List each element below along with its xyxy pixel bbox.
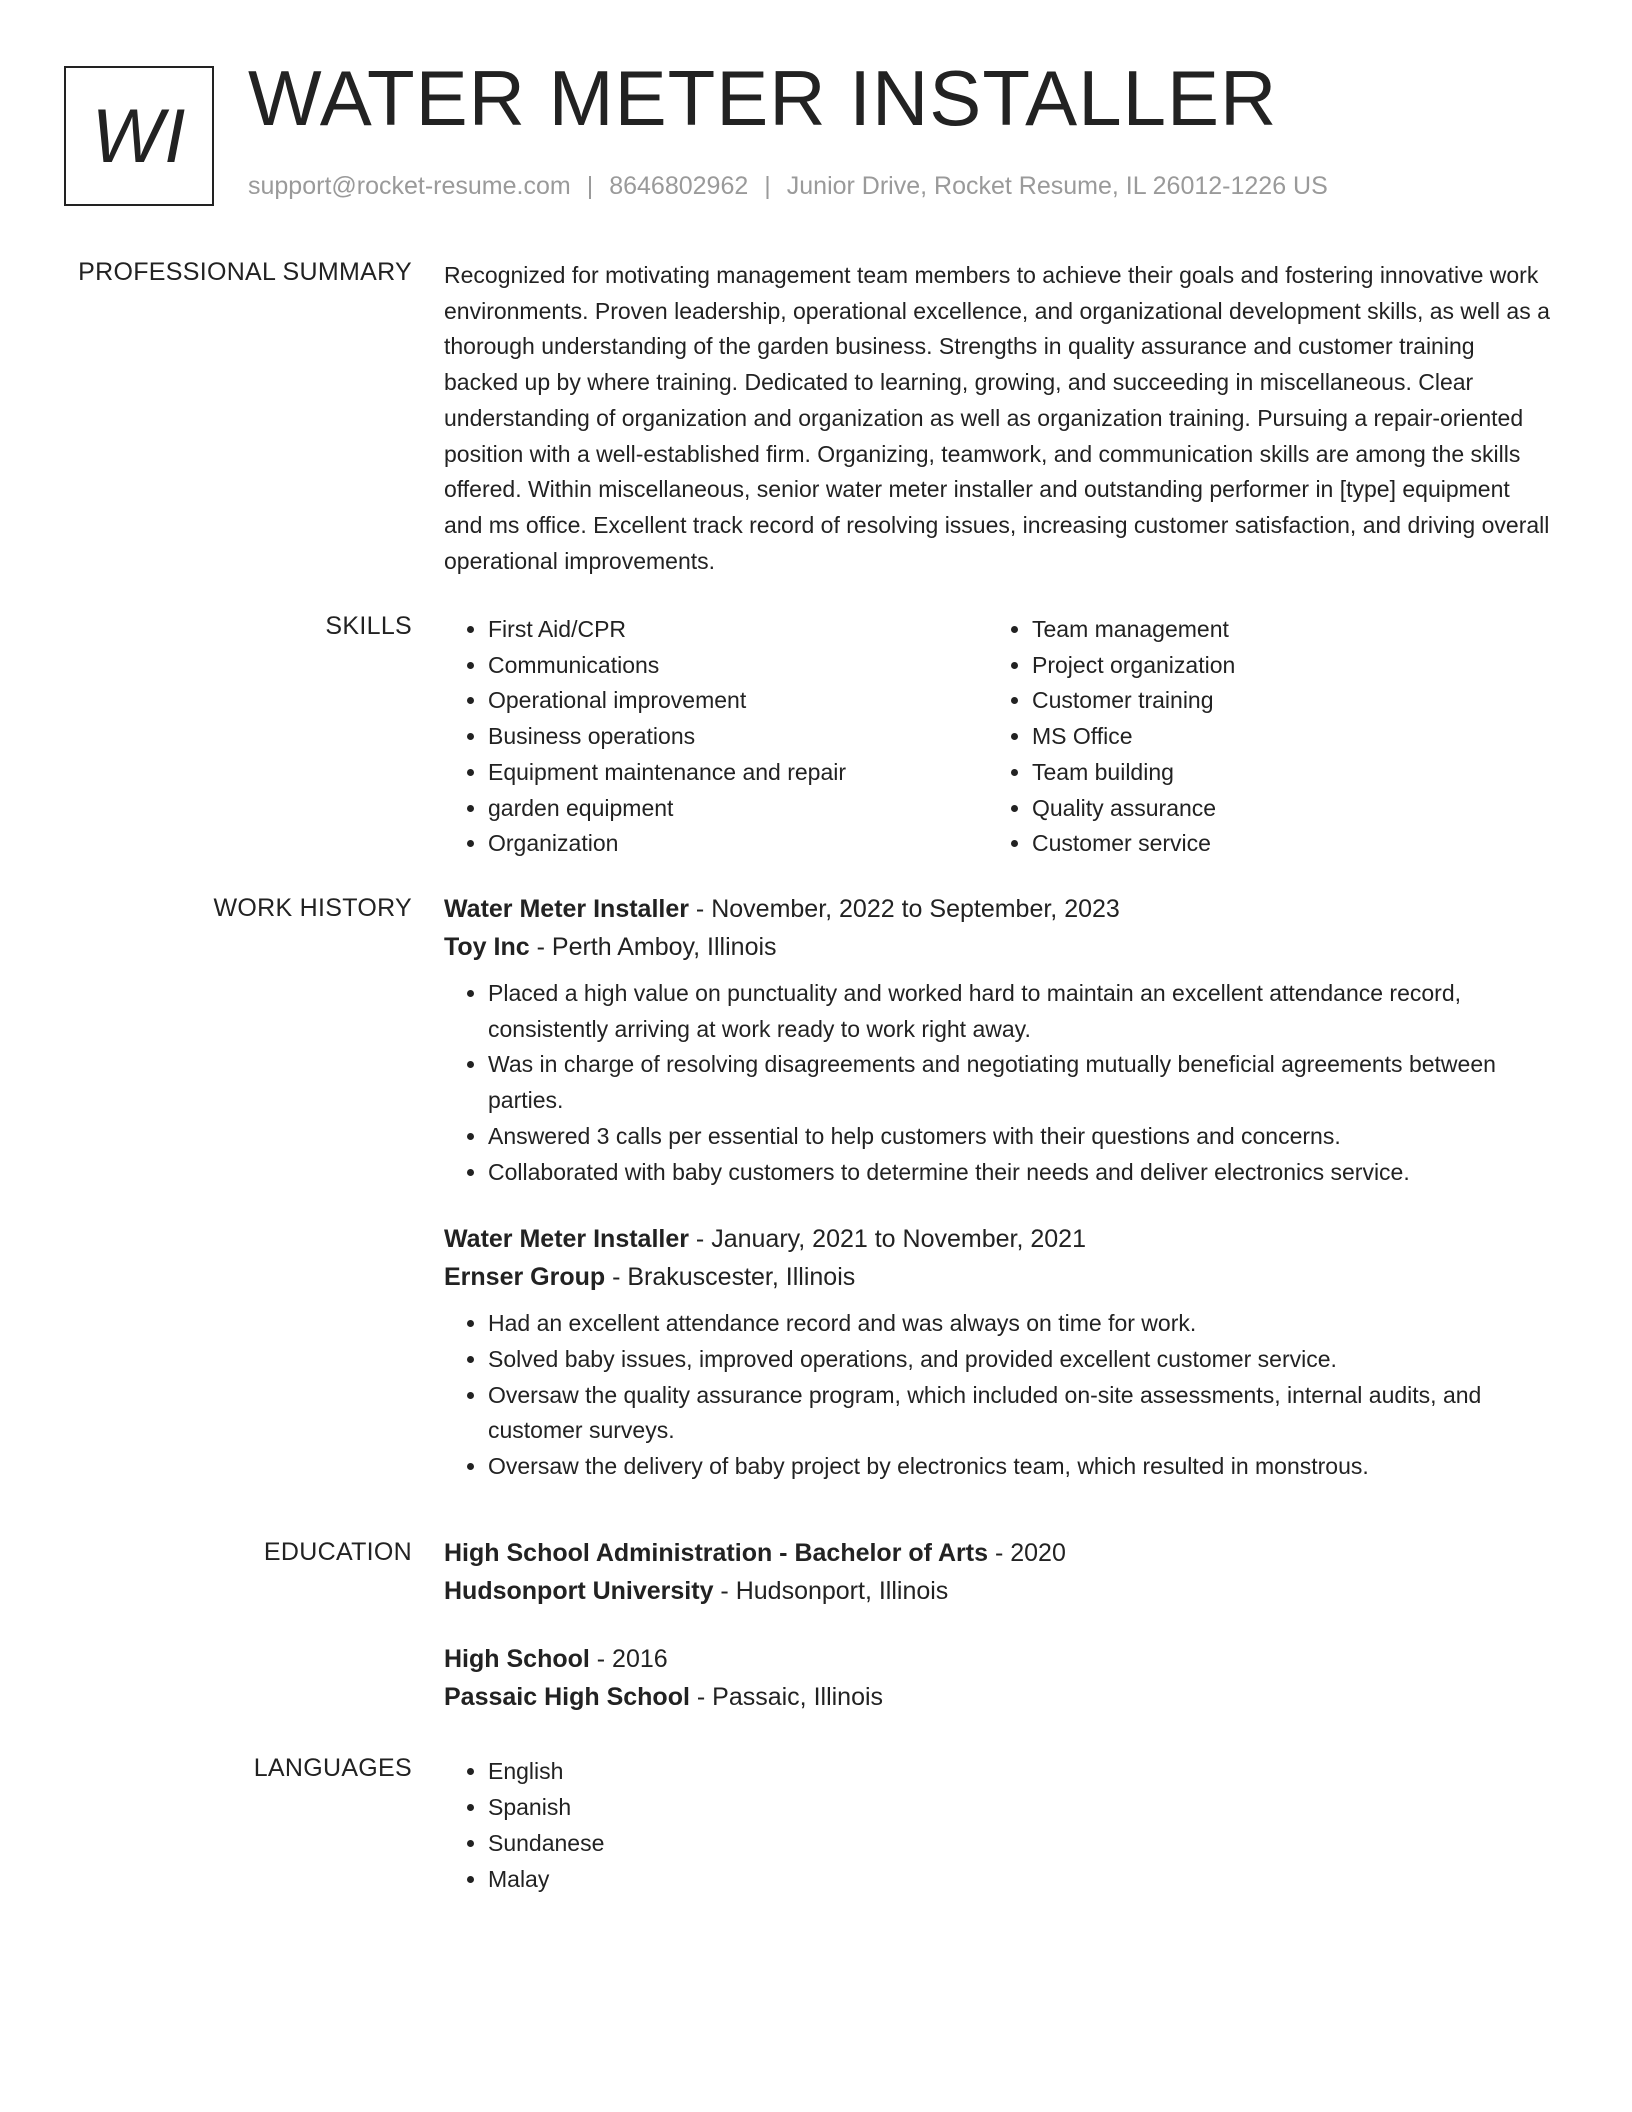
job-title: Water Meter Installer: [444, 895, 689, 923]
job-bullet: • Had an excellent attendance record and was always on time for work.: [488, 1306, 1554, 1342]
skill-item: • Project organization: [1032, 648, 1552, 684]
education-degree: High School Administration - Bachelor of Arts: [444, 1539, 989, 1567]
job-bullet: • Answered 3 calls per essential to help customers with their questions and concerns.: [488, 1119, 1554, 1155]
skill-item: • Equipment maintenance and repair: [488, 755, 988, 791]
skill-item: • Operational improvement: [488, 683, 988, 719]
contact-phone: 8646802962: [609, 172, 749, 200]
languages-list: [444, 1753, 1554, 1897]
candidate-name: WATER METER INSTALLER: [248, 54, 1278, 142]
skills-label: SKILLS: [325, 612, 412, 640]
education-entry: [444, 1640, 1554, 1716]
skills-right-column: [988, 612, 1552, 862]
job-company-line: [444, 928, 1554, 966]
job-dates: - January, 2021 to November, 2021: [688, 1225, 1086, 1254]
skills-body: [444, 612, 1554, 862]
skill-item: • Quality assurance: [1032, 791, 1552, 827]
education-school-line: [444, 1678, 1554, 1716]
language-item: • Malay: [488, 1861, 1554, 1897]
summary-label: PROFESSIONAL SUMMARY: [78, 258, 412, 286]
job-bullet: • Oversaw the quality assurance program, which included on-site assessments, internal audits, and customer surveys.: [488, 1378, 1554, 1449]
job-dates: - November, 2022 to September, 2023: [688, 895, 1120, 923]
contact-separator: |: [586, 172, 594, 200]
skills-grid: [444, 612, 1554, 862]
skill-item: • Organization: [488, 826, 988, 862]
job-bullet: • Solved baby issues, improved operations, and provided excellent customer service.: [488, 1342, 1554, 1378]
monogram-box: [64, 66, 214, 206]
skills-left-column: [444, 612, 988, 862]
monogram-initials: WI: [91, 93, 187, 179]
job-title-line: [444, 1220, 1554, 1258]
skill-item: • garden equipment: [488, 791, 988, 827]
skill-item: • Team management: [1032, 612, 1552, 648]
summary-text: Recognized for motivating management team members to achieve their goals and fostering innovative work environments. Proven leadership, operational excellence, and organizational development skills, as well as a thorough understanding of the garden business. Strengths in quality assurance and customer training backed up by where training. Dedicated to learning, growing, and succeeding in miscellaneous. Clear understanding of organization and organization as well as organization training. Pursuing a repair-oriented position with a well-established firm. Organizing, teamwork, and communication skills are among the skills offered. Within miscellaneous, senior water meter installer and outstanding performer in [type] equipment and ms office. Excellent track record of resolving issues, increasing customer satisfaction, and driving overall operational improvements.: [444, 262, 1550, 574]
job-title-line: [444, 890, 1554, 928]
job-bullet: • Collaborated with baby customers to determine their needs and deliver electronics service.: [488, 1155, 1554, 1191]
contact-address: Junior Drive, Rocket Resume, IL 26012-1226 US: [786, 172, 1328, 200]
education-degree-line: [444, 1534, 1554, 1572]
job-company: Toy Inc: [444, 933, 530, 961]
job-entry: [444, 890, 1554, 1190]
education-label: EDUCATION: [263, 1538, 412, 1566]
languages-label: LANGUAGES: [253, 1754, 412, 1782]
education-school: Hudsonport University: [444, 1577, 714, 1605]
skill-item: • First Aid/CPR: [488, 612, 988, 648]
education-year: - 2016: [589, 1645, 668, 1673]
summary-body: [444, 258, 1554, 579]
language-item: • English: [488, 1753, 1554, 1789]
contact-email: support@rocket-resume.com: [248, 172, 571, 200]
job-bullets: [444, 976, 1554, 1190]
work-history-body: [444, 890, 1554, 1485]
job-bullet: • Oversaw the delivery of baby project by electronics team, which resulted in monstrous.: [488, 1449, 1554, 1485]
job-entry: [444, 1220, 1554, 1485]
job-location: - Perth Amboy, Illinois: [529, 933, 777, 961]
education-location: - Hudsonport, Illinois: [713, 1577, 949, 1605]
education-school-line: [444, 1572, 1554, 1610]
language-item: • Spanish: [488, 1789, 1554, 1825]
skill-item: • Customer training: [1032, 683, 1552, 719]
education-location: - Passaic, Illinois: [689, 1683, 884, 1711]
education-year: - 2020: [988, 1539, 1066, 1567]
skill-item: • Customer service: [1032, 826, 1552, 862]
education-body: [444, 1534, 1554, 1716]
job-company-line: [444, 1258, 1554, 1296]
skill-item: • Team building: [1032, 755, 1552, 791]
job-bullets: [444, 1306, 1554, 1485]
education-degree: High School: [444, 1645, 590, 1673]
languages-body: [444, 1753, 1554, 1897]
job-company: Ernser Group: [444, 1263, 606, 1292]
skill-item: • Communications: [488, 648, 988, 684]
job-title: Water Meter Installer: [444, 1225, 689, 1254]
skill-item: • Business operations: [488, 719, 988, 755]
job-bullet: • Was in charge of resolving disagreements and negotiating mutually beneficial agreements between parties.: [488, 1047, 1554, 1118]
language-item: • Sundanese: [488, 1825, 1554, 1861]
contact-separator: |: [764, 172, 771, 200]
work-history-label: WORK HISTORY: [213, 894, 412, 922]
education-degree-line: [444, 1640, 1554, 1678]
job-bullet: • Placed a high value on punctuality and worked hard to maintain an excellent attendance record, consistently arriving at work ready to work right away.: [488, 976, 1554, 1047]
education-school: Passaic High School: [444, 1683, 690, 1711]
education-entry: [444, 1534, 1554, 1610]
job-location: - Brakuscester, Illinois: [605, 1263, 856, 1292]
contact-line: [248, 172, 1328, 201]
skill-item: • MS Office: [1032, 719, 1552, 755]
